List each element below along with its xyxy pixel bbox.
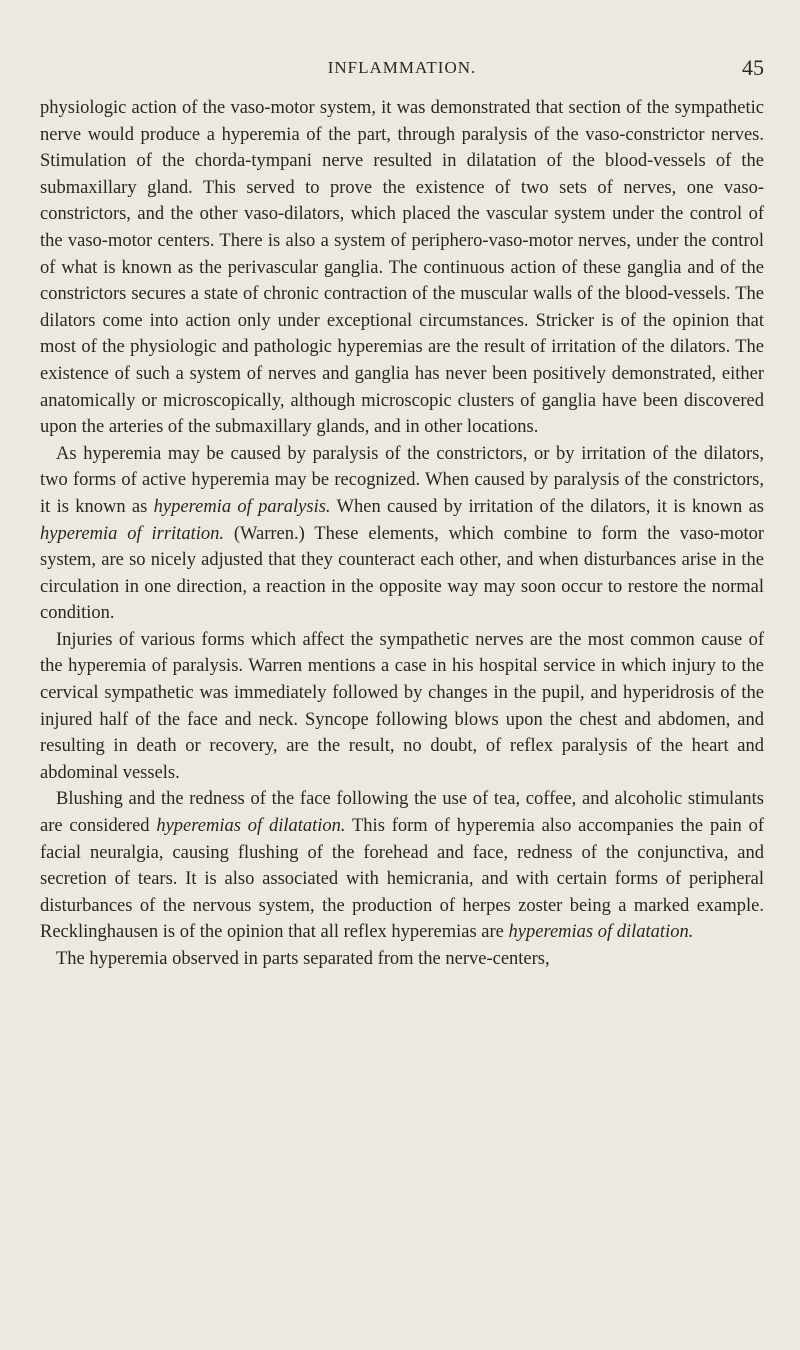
- paragraph-3: [40, 627, 764, 787]
- text-segment: As hyperemia may be caused by paralysis of the constrictors, or by irritation of the dilators, two forms of active hyperemia may be recognized. When caused by paralysis of the constrictors, it is known as: [40, 443, 764, 517]
- text-segment: This form of hyperemia also accompanies the pain of facial neuralgia, causing flushing of the forehead and face, redness of the conjunctiva, and secretion of tears. It is also associated with hemicrania, and with certain forms of peripheral disturbances of the nervous system, the production of herpes zoster being a marked example. Recklinghausen is of the opinion that all reflex hyperemias are: [40, 816, 765, 943]
- paragraph-1: [40, 95, 764, 441]
- body-text: [40, 95, 764, 973]
- paragraph-2: [40, 441, 764, 627]
- italic-term: hyperemia of irritation.: [40, 523, 224, 544]
- text-segment: The hyperemia observed in parts separated from the nerve-centers,: [56, 949, 550, 969]
- page-number: 45: [742, 55, 764, 80]
- text-segment: Injuries of various forms which affect the sympathetic nerves are the most common cause of the hyperemia of paralysis. Warren mentions a case in his hospital service in which injury to the cervical sympathetic was immediately followed by changes in the pupil, and hyperidrosis of the injured half of the face and neck. Syncope following blows upon the chest and abdomen, and resulting in death or recovery, are the result, no doubt, of reflex paralysis of the heart and abdominal vessels.: [40, 629, 764, 783]
- page-header: [40, 55, 764, 88]
- italic-term: hyperemias of dilatation.: [156, 816, 346, 837]
- text-segment: When caused by irritation of the dilators, it is known as: [330, 496, 764, 517]
- italic-term: hyperemias of dilatation.: [508, 922, 694, 943]
- paragraph-4: [40, 786, 764, 946]
- running-head: INFLAMMATION.: [327, 58, 477, 77]
- text-segment: (Warren.) These elements, which combine to form the vaso-motor system, are so nicely adjusted that they counteract each other, and when disturbances arise in the circulation in one direction, a reaction in the opposite way may soon occur to restore the normal condition.: [40, 523, 764, 624]
- paragraph-5: [40, 946, 764, 973]
- italic-term: hyperemia of paralysis.: [153, 496, 331, 517]
- text-segment: physiologic action of the vaso-motor system, it was demonstrated that section of the sympathetic nerve would produce a hyperemia of the part, through paralysis of the vaso-constrictor nerves. Stimulation of the chorda-tympani nerve resulted in dilatation of the blood-vessels of the submaxillary gland. This served to prove the existence of two sets of nerves, one vaso-constrictors, and the other vaso-dilators, which placed the vascular system under the control of the vaso-motor centers. There is also a system of periphero-vaso-motor nerves, under the control of what is known as the perivascular ganglia. The continuous action of these ganglia and of the constrictors secures a state of chronic contraction of the muscular walls of the blood-vessels. The dilators come into action only under exceptional circumstances. Stricker is of the opinion that most of the physiologic and pathologic hyperemias are the result of irritation of the dilators. The existence of such a system of nerves and ganglia has never been positively demonstrated, either anatomically or microscopically, although microscopic clusters of ganglia have been discovered upon the arteries of the submaxillary glands, and in other locations.: [40, 98, 764, 438]
- text-segment: Blushing and the redness of the face following the use of tea, coffee, and alcoholic stimulants are considered: [40, 789, 764, 837]
